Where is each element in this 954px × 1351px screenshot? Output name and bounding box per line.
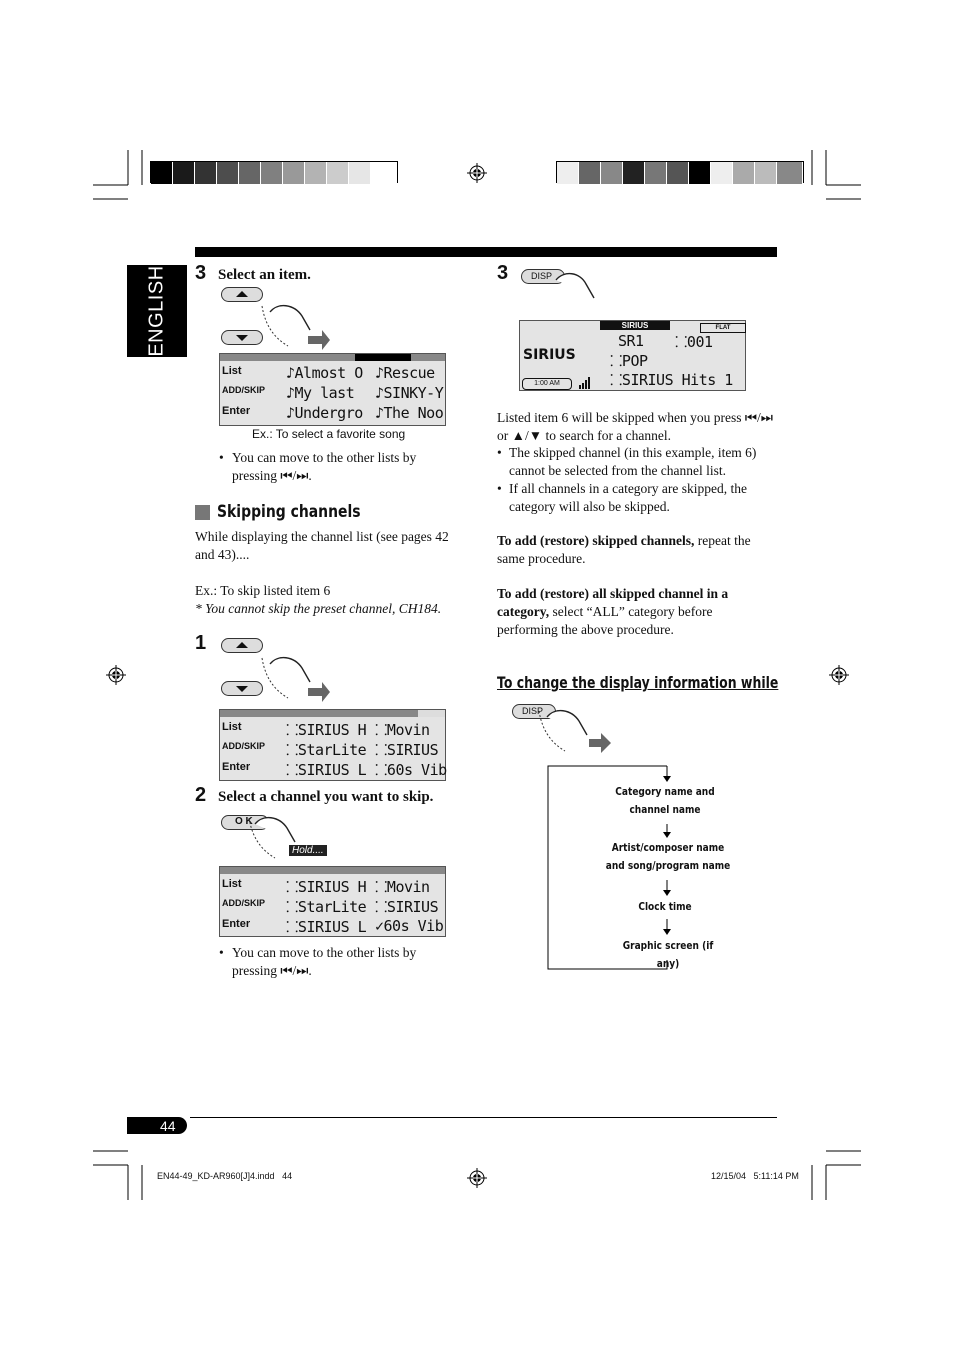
paragraph: Listed item 6 will be skipped when you press ⏮/⏭ or ▲/▼ to search for a channel. <box>497 410 773 443</box>
step-number: 3 <box>497 262 509 284</box>
lcd-label-addskip: ADD/SKIP <box>222 385 266 395</box>
lcd-item: ⸬SIRIUS H <box>286 878 367 896</box>
lcd-item: ⸬StarLite <box>286 741 367 759</box>
step-number: 1 <box>195 632 207 654</box>
sirius-header: SIRIUS <box>600 321 670 330</box>
figure-caption: Ex.: To select a favorite song <box>252 427 406 441</box>
lcd-item: ⸬StarLite <box>286 898 367 916</box>
language-tab-label: ENGLISH <box>145 265 168 357</box>
registration-mark-top <box>467 163 487 183</box>
registration-mark-left <box>106 665 126 685</box>
channel-name: ⸬SIRIUS Hits 1 <box>610 371 733 389</box>
step-title: Select a channel you want to skip. <box>218 789 434 805</box>
preset-number: ⸬001 <box>675 333 713 351</box>
down-button[interactable] <box>221 330 263 345</box>
finger-icon <box>258 652 338 702</box>
bullet: • <box>497 445 502 460</box>
sirius-logo: SIRIUS <box>523 347 576 363</box>
lcd-label-enter: Enter <box>222 918 251 930</box>
eq-flat-label: FLAT <box>700 323 746 333</box>
step-number: 2 <box>195 784 207 806</box>
lcd-item: ⸬Movin <box>375 721 430 739</box>
hold-label: Hold.... <box>289 845 327 856</box>
flow-step: Artist/composer name and song/program name <box>605 841 731 872</box>
example-text: Ex.: To skip listed item 6 <box>195 583 331 598</box>
bullet: • <box>497 481 502 496</box>
lcd-item: ♪Almost O <box>286 364 363 382</box>
restore-paragraph <box>497 532 777 568</box>
intro-text: While displaying the channel list (see pages 42 and 43).... <box>195 529 449 562</box>
restore-all-rest: select “ALL” category before performing the above procedure. <box>497 604 713 637</box>
footer-timestamp: 12/15/04 5:11:14 PM <box>711 1171 799 1181</box>
flow-step: Category name and channel name <box>615 785 715 816</box>
example-note: * You cannot skip the preset channel, CH184. <box>195 601 442 616</box>
bullet-note: • <box>219 945 228 960</box>
lcd-item: ⸬SIRIUS H <box>286 721 367 739</box>
bullet-note-text: You can move to the other lists by pressing ⏮/⏭. <box>232 450 417 483</box>
footer-file: EN44-49_KD-AR960[J]4.indd 44 <box>157 1171 293 1181</box>
finger-icon <box>258 300 338 350</box>
disp-button-label: DISP <box>531 271 553 281</box>
ok-button-label: O K <box>235 816 253 827</box>
down-button[interactable] <box>221 681 263 696</box>
language-tab <box>127 265 187 357</box>
lcd-label-enter: Enter <box>222 761 251 773</box>
lcd-item: ♪My last <box>286 384 355 402</box>
signal-strength-icon <box>578 377 592 389</box>
registration-mark-right <box>829 665 849 685</box>
restore-all-bold: To add (restore) all skipped channel in a category, <box>497 586 729 619</box>
up-button[interactable] <box>221 638 263 653</box>
page-number: 44 <box>160 1118 176 1134</box>
section-title: Skipping channels <box>217 502 361 522</box>
lcd-item: ⸬60s Vib <box>375 761 447 779</box>
footer-rule <box>190 1117 777 1118</box>
lcd-item: ⸬Movin <box>375 878 430 896</box>
lcd-item: ♪Undergro <box>286 404 363 422</box>
lcd-item: ♪Rescue <box>375 364 435 382</box>
bullet-note: • <box>219 450 228 465</box>
lcd-item: ♪The Noo <box>375 404 444 422</box>
sirius-display <box>519 320 746 391</box>
disp-button-label: DISP <box>522 706 544 716</box>
change-display-title: To change the display information while <box>497 673 779 692</box>
step-title: Select an item. <box>218 267 311 283</box>
flow-step: Graphic screen (if any) <box>622 939 714 970</box>
step-number: 3 <box>195 262 207 284</box>
lcd-item: ⸬SIRIUS <box>375 741 439 759</box>
lcd-label-addskip: ADD/SKIP <box>222 898 266 908</box>
section-square-icon <box>195 505 210 520</box>
lcd-item: ⸬SIRIUS L <box>286 918 367 936</box>
bullet-note-text: You can move to the other lists by pressing ⏮/⏭. <box>232 945 417 978</box>
registration-mark-bottom <box>467 1168 487 1188</box>
header-rule <box>195 247 777 257</box>
restore-bold: To add (restore) skipped channels, <box>497 533 695 548</box>
restore-rest: repeat the same procedure. <box>497 533 751 566</box>
lcd-label-enter: Enter <box>222 405 251 417</box>
lcd-item: ⸬SIRIUS L <box>286 761 367 779</box>
lcd-display-1 <box>219 353 446 426</box>
up-button[interactable] <box>221 287 263 302</box>
finger-icon <box>535 705 615 755</box>
lcd-item: ✓60s Vib <box>375 917 444 935</box>
restore-all-paragraph <box>497 585 747 639</box>
page-number-badge <box>127 1117 187 1134</box>
finger-icon <box>550 270 600 310</box>
lcd-label-list: List <box>222 365 242 377</box>
lcd-label-list: List <box>222 878 242 890</box>
channel-number: SR1 <box>618 332 644 350</box>
category-name: ⸬POP <box>610 352 648 370</box>
lcd-item: ♪SINKY-Y <box>375 384 444 402</box>
lcd-item: ⸬SIRIUS <box>375 898 439 916</box>
lcd-label-list: List <box>222 721 242 733</box>
lcd-label-addskip: ADD/SKIP <box>222 741 266 751</box>
bullet-text: If all channels in a category are skipped, the category will also be skipped. <box>509 481 748 514</box>
clock-display: 1:00 AM <box>522 378 572 390</box>
lcd-display-3 <box>219 866 446 937</box>
lcd-display-2 <box>219 709 446 781</box>
flow-step: Clock time <box>638 900 692 913</box>
bullet-text: The skipped channel (in this example, item 6) cannot be selected from the channel list. <box>509 445 757 478</box>
